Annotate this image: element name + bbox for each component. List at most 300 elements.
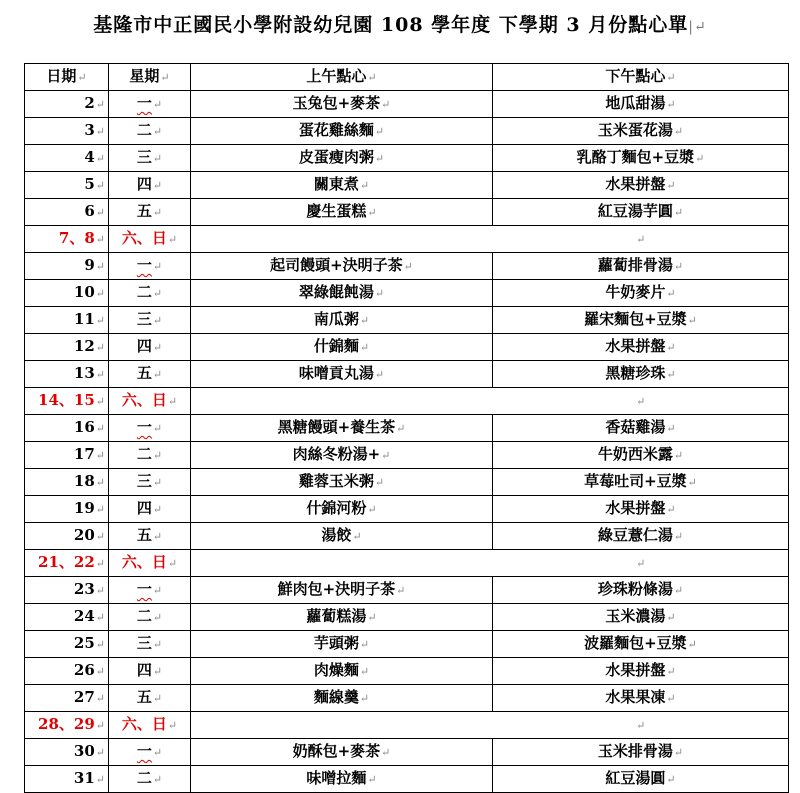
cell-am: [191, 334, 493, 361]
cell-end-mark: ↵: [381, 449, 391, 462]
date-text: 19: [73, 499, 95, 517]
cell-date: [25, 145, 109, 172]
cell-weekday: [109, 604, 191, 631]
cell-end-mark: ↵: [359, 665, 370, 678]
cell-date: [25, 469, 109, 496]
cell-end-mark: ↵: [666, 692, 676, 705]
cell-weekday: [109, 226, 191, 253]
date-text: 20: [73, 526, 95, 544]
table-row: [25, 523, 789, 550]
cell-weekday: [109, 496, 191, 523]
pm-text: 玉米排骨湯: [597, 742, 673, 760]
cell-date: [25, 523, 109, 550]
cell-end-mark: ↵: [636, 233, 646, 246]
cell-end-mark: ↵: [152, 692, 163, 705]
cell-end-mark: ↵: [95, 206, 105, 219]
cell-end-mark: ↵: [666, 422, 676, 435]
paragraph-mark-icon: |↵: [688, 19, 707, 35]
pm-text: 牛奶西米露: [597, 445, 673, 463]
header-row: [25, 64, 789, 91]
cell-pm: [493, 145, 789, 172]
pm-text: 玉米蛋花湯: [597, 121, 673, 139]
cell-end-mark: ↵: [152, 611, 163, 624]
cell-date: [25, 172, 109, 199]
am-text: 玉兔包+麥茶: [292, 94, 381, 112]
pm-text: 珍珠粉條湯: [597, 580, 673, 598]
cell-pm: [493, 658, 789, 685]
am-text: 黑糖饅頭+養生茶: [277, 418, 396, 436]
pm-text: 黑糖珍珠: [605, 364, 666, 382]
cell-weekday: [109, 442, 191, 469]
cell-end-mark: ↵: [359, 179, 370, 192]
date-text: 5: [84, 175, 95, 193]
am-text: 關東煮: [313, 175, 359, 193]
cell-weekday: [109, 334, 191, 361]
pm-text: 水果拼盤: [605, 499, 666, 517]
cell-am: [191, 658, 493, 685]
cell-end-mark: ↵: [152, 422, 163, 435]
table-body: [25, 64, 789, 793]
cell-pm: [493, 388, 789, 415]
cell-end-mark: ↵: [666, 341, 676, 354]
date-text: 26: [73, 661, 95, 679]
cell-weekday: [109, 388, 191, 415]
cell-pm: [493, 766, 789, 793]
table-row: [25, 631, 789, 658]
cell-weekday: [109, 199, 191, 226]
header-am-snack: 上午點心↵: [191, 64, 493, 91]
cell-weekday: [109, 739, 191, 766]
table-row: [25, 172, 789, 199]
cell-end-mark: ↵: [687, 638, 697, 651]
cell-weekday: [109, 361, 191, 388]
cell-weekday: [109, 172, 191, 199]
cell-end-mark: ↵: [367, 503, 377, 516]
cell-end-mark: ↵: [359, 692, 370, 705]
cell-am: [191, 253, 493, 280]
cell-am: [191, 307, 493, 334]
cell-pm: [493, 685, 789, 712]
cell-end-mark: ↵: [152, 341, 163, 354]
weekday-text: 三: [136, 472, 152, 490]
table-row: [25, 334, 789, 361]
cell-end-mark: ↵: [95, 260, 105, 273]
cell-end-mark: ↵: [152, 746, 163, 759]
cell-end-mark: ↵: [666, 98, 676, 111]
cell-end-mark: ↵: [673, 746, 684, 759]
cell-date: [25, 334, 109, 361]
cell-end-mark: ↵: [152, 773, 163, 786]
cell-weekday: [109, 145, 191, 172]
cell-end-mark: ↵: [152, 125, 163, 138]
cell-end-mark: ↵: [95, 611, 105, 624]
pm-text: 水果拼盤: [605, 175, 666, 193]
cell-date: [25, 118, 109, 145]
cell-end-mark: ↵: [167, 233, 178, 246]
pm-text: 玉米濃湯: [605, 607, 666, 625]
cell-end-mark: ↵: [374, 476, 385, 489]
cell-date: [25, 280, 109, 307]
weekday-text: 三: [136, 634, 152, 652]
cell-end-mark: ↵: [95, 530, 105, 543]
am-text: 奶酥包+麥茶: [292, 742, 381, 760]
date-text: 12: [73, 337, 95, 355]
cell-end-mark: ↵: [152, 584, 163, 597]
pm-text: 紅豆湯芋圓: [597, 202, 673, 220]
am-text: 肉燥麵: [313, 661, 359, 679]
cell-end-mark: ↵: [152, 314, 163, 327]
date-text: 18: [73, 472, 95, 490]
table-row: [25, 577, 789, 604]
cell-pm: [493, 550, 789, 577]
cell-end-mark: ↵: [396, 422, 406, 435]
pm-text: 羅宋麵包+豆漿: [584, 310, 687, 328]
weekday-text: 五: [136, 526, 152, 544]
table-row: [25, 118, 789, 145]
table-row: [25, 739, 789, 766]
cell-date: [25, 631, 109, 658]
table-row: [25, 685, 789, 712]
page-title: 基隆市中正國民小學附設幼兒園 108 學年度 下學期 3 月份點心單|↵: [93, 14, 707, 36]
cell-end-mark: ↵: [152, 260, 163, 273]
am-text: 什錦麵: [313, 337, 359, 355]
cell-pm: [493, 307, 789, 334]
am-text: 起司饅頭+決明子茶: [270, 256, 403, 274]
cell-pm: [493, 280, 789, 307]
weekday-text: 四: [136, 499, 152, 517]
cell-end-mark: ↵: [152, 206, 163, 219]
cell-end-mark: ↵: [374, 287, 385, 300]
cell-end-mark: ↵: [359, 341, 370, 354]
cell-date: [25, 604, 109, 631]
cell-date: [25, 442, 109, 469]
date-text: 4: [84, 148, 95, 166]
am-text: 味噌拉麵: [306, 769, 367, 787]
cell-am: [191, 280, 493, 307]
header-weekday: 星期↵: [109, 64, 191, 91]
cell-weekday: [109, 523, 191, 550]
table-row: [25, 91, 789, 118]
table-row: [25, 658, 789, 685]
cell-end-mark: ↵: [636, 557, 646, 570]
cell-date: [25, 253, 109, 280]
cell-end-mark: ↵: [367, 206, 377, 219]
cell-end-mark: ↵: [687, 314, 697, 327]
cell-date: [25, 226, 109, 253]
cell-end-mark: ↵: [359, 314, 370, 327]
cell-am: [191, 550, 493, 577]
cell-date: [25, 658, 109, 685]
cell-end-mark: ↵: [695, 152, 705, 165]
am-text: 皮蛋瘦肉粥: [298, 148, 374, 166]
cell-end-mark: ↵: [95, 719, 105, 732]
weekday-text: 五: [136, 688, 152, 706]
cell-am: [191, 766, 493, 793]
cell-end-mark: ↵: [666, 368, 676, 381]
am-text: 雞蓉玉米粥: [298, 472, 374, 490]
cell-end-mark: ↵: [359, 638, 370, 651]
snack-menu-table: [24, 63, 789, 793]
date-text: 31: [73, 769, 95, 787]
am-text: 南瓜粥: [313, 310, 359, 328]
cell-am: [191, 361, 493, 388]
weekday-text: 三: [136, 148, 152, 166]
cell-weekday: [109, 415, 191, 442]
weekday-text: 二: [136, 769, 152, 787]
cell-pm: [493, 604, 789, 631]
pm-text: 紅豆湯圓: [605, 769, 666, 787]
cell-end-mark: ↵: [95, 503, 105, 516]
date-text: 24: [73, 607, 95, 625]
date-text: 30: [73, 742, 95, 760]
weekday-text: 四: [136, 337, 152, 355]
cell-pm: [493, 199, 789, 226]
cell-am: [191, 226, 493, 253]
cell-date: [25, 307, 109, 334]
pm-text: 牛奶麥片: [605, 283, 666, 301]
cell-end-mark: ↵: [374, 368, 385, 381]
date-text: 17: [73, 445, 95, 463]
date-text: 23: [73, 580, 95, 598]
weekday-text: 六、日: [121, 553, 167, 571]
cell-date: [25, 550, 109, 577]
weekday-text: 四: [136, 661, 152, 679]
cell-end-mark: ↵: [152, 98, 163, 111]
cell-end-mark: ↵: [636, 719, 646, 732]
cell-end-mark: ↵: [152, 287, 163, 300]
am-text: 味噌貢丸湯: [298, 364, 374, 382]
cell-am: [191, 199, 493, 226]
cell-end-mark: ↵: [95, 422, 105, 435]
cell-pm: [493, 631, 789, 658]
date-text: 2: [84, 94, 95, 112]
table-row: [25, 604, 789, 631]
weekday-text: 六、日: [121, 715, 167, 733]
cell-end-mark: ↵: [673, 449, 684, 462]
table-row: [25, 280, 789, 307]
cell-end-mark: ↵: [666, 287, 676, 300]
cell-end-mark: ↵: [167, 395, 178, 408]
cell-weekday: [109, 631, 191, 658]
table-row: [25, 766, 789, 793]
cell-pm: [493, 361, 789, 388]
cell-pm: [493, 577, 789, 604]
date-text: 6: [84, 202, 95, 220]
cell-end-mark: ↵: [167, 719, 178, 732]
cell-end-mark: ↵: [381, 98, 391, 111]
am-text: 蛋花雞絲麵: [298, 121, 374, 139]
cell-date: [25, 415, 109, 442]
cell-end-mark: ↵: [95, 692, 105, 705]
cell-weekday: [109, 280, 191, 307]
cell-date: [25, 496, 109, 523]
date-text: 14、15: [38, 391, 95, 409]
am-text: 翠綠餛飩湯: [298, 283, 374, 301]
cell-end-mark: ↵: [95, 584, 105, 597]
cell-end-mark: ↵: [152, 179, 163, 192]
cell-am: [191, 577, 493, 604]
cell-pm: [493, 226, 789, 253]
cell-am: [191, 523, 493, 550]
cell-end-mark: ↵: [95, 557, 105, 570]
cell-end-mark: ↵: [95, 449, 105, 462]
cell-pm: [493, 334, 789, 361]
cell-pm: [493, 253, 789, 280]
cell-pm: [493, 172, 789, 199]
weekday-text: 六、日: [121, 229, 167, 247]
table-row: [25, 415, 789, 442]
date-text: 3: [84, 121, 95, 139]
cell-date: [25, 91, 109, 118]
cell-end-mark: ↵: [152, 503, 163, 516]
cell-am: [191, 91, 493, 118]
weekend-row: [25, 712, 789, 739]
weekday-text: 四: [136, 175, 152, 193]
cell-pm: [493, 415, 789, 442]
date-text: 9: [84, 256, 95, 274]
cell-pm: [493, 739, 789, 766]
cell-end-mark: ↵: [152, 530, 163, 543]
weekend-row: [25, 388, 789, 415]
cell-weekday: [109, 577, 191, 604]
pm-text: 香菇雞湯: [605, 418, 666, 436]
am-text: 麵線羹: [313, 688, 359, 706]
table-row: [25, 199, 789, 226]
cell-end-mark: ↵: [95, 287, 105, 300]
cell-end-mark: ↵: [403, 260, 413, 273]
cell-end-mark: ↵: [374, 152, 385, 165]
cell-pm: [493, 91, 789, 118]
cell-am: [191, 172, 493, 199]
date-text: 28、29: [38, 715, 95, 733]
date-text: 13: [73, 364, 95, 382]
cell-end-mark: ↵: [374, 125, 385, 138]
weekday-text: 五: [136, 364, 152, 382]
weekday-text: 五: [136, 202, 152, 220]
cell-am: [191, 604, 493, 631]
weekend-row: [25, 550, 789, 577]
cell-weekday: [109, 253, 191, 280]
weekday-text: 二: [136, 283, 152, 301]
am-text: 什錦河粉: [306, 499, 367, 517]
date-text: 25: [73, 634, 95, 652]
cell-end-mark: ↵: [381, 746, 391, 759]
cell-end-mark: ↵: [95, 314, 105, 327]
cell-end-mark: ↵: [673, 584, 684, 597]
table-row: [25, 253, 789, 280]
cell-end-mark: ↵: [152, 152, 163, 165]
cell-am: [191, 388, 493, 415]
date-text: 27: [73, 688, 95, 706]
cell-end-mark: ↵: [673, 125, 684, 138]
cell-am: [191, 415, 493, 442]
cell-end-mark: ↵: [95, 152, 105, 165]
cell-end-mark: ↵: [673, 260, 684, 273]
pm-text: 乳酪丁麵包+豆漿: [576, 148, 695, 166]
weekday-text: 二: [136, 607, 152, 625]
cell-pm: [493, 469, 789, 496]
am-text: 肉絲冬粉湯+: [292, 445, 381, 463]
cell-end-mark: ↵: [95, 233, 105, 246]
pm-text: 水果拼盤: [605, 337, 666, 355]
cell-end-mark: ↵: [152, 476, 163, 489]
cell-end-mark: ↵: [367, 773, 377, 786]
cell-am: [191, 712, 493, 739]
weekend-row: [25, 226, 789, 253]
weekday-text: 六、日: [121, 391, 167, 409]
date-text: 7、8: [58, 229, 95, 247]
cell-end-mark: ↵: [152, 368, 163, 381]
cell-end-mark: ↵: [673, 530, 684, 543]
cell-weekday: [109, 118, 191, 145]
cell-weekday: [109, 712, 191, 739]
table-row: [25, 307, 789, 334]
pm-text: 波羅麵包+豆漿: [584, 634, 687, 652]
weekday-text: 一: [136, 742, 152, 760]
cell-end-mark: ↵: [367, 611, 377, 624]
cell-end-mark: ↵: [666, 503, 676, 516]
pm-text: 草莓吐司+豆漿: [584, 472, 687, 490]
cell-date: [25, 199, 109, 226]
weekday-text: 二: [136, 445, 152, 463]
cell-am: [191, 496, 493, 523]
cell-end-mark: ↵: [673, 206, 684, 219]
date-text: 21、22: [38, 553, 95, 571]
pm-text: 水果果凍: [605, 688, 666, 706]
cell-am: [191, 118, 493, 145]
cell-date: [25, 766, 109, 793]
header-pm-snack: 下午點心↵: [493, 64, 789, 91]
weekday-text: 三: [136, 310, 152, 328]
cell-end-mark: ↵: [95, 746, 105, 759]
cell-am: [191, 145, 493, 172]
cell-weekday: [109, 550, 191, 577]
cell-weekday: [109, 658, 191, 685]
am-text: 慶生蛋糕: [306, 202, 367, 220]
cell-weekday: [109, 307, 191, 334]
table-row: [25, 361, 789, 388]
pm-text: 綠豆薏仁湯: [597, 526, 673, 544]
am-text: 芋頭粥: [313, 634, 359, 652]
cell-end-mark: ↵: [95, 773, 105, 786]
cell-weekday: [109, 91, 191, 118]
cell-date: [25, 577, 109, 604]
cell-end-mark: ↵: [352, 530, 362, 543]
cell-end-mark: ↵: [95, 638, 105, 651]
cell-end-mark: ↵: [666, 665, 676, 678]
cell-date: [25, 739, 109, 766]
cell-end-mark: ↵: [636, 395, 646, 408]
am-text: 鮮肉包+決明子茶: [277, 580, 396, 598]
cell-pm: [493, 442, 789, 469]
cell-end-mark: ↵: [396, 584, 406, 597]
cell-weekday: [109, 766, 191, 793]
cell-end-mark: ↵: [666, 611, 676, 624]
cell-end-mark: ↵: [95, 368, 105, 381]
cell-end-mark: ↵: [152, 665, 163, 678]
cell-date: [25, 388, 109, 415]
cell-end-mark: ↵: [95, 665, 105, 678]
cell-end-mark: ↵: [95, 98, 105, 111]
table-row: [25, 469, 789, 496]
cell-end-mark: ↵: [95, 395, 105, 408]
weekday-text: 一: [136, 256, 152, 274]
cell-end-mark: ↵: [687, 476, 697, 489]
pm-text: 蘿蔔排骨湯: [597, 256, 673, 274]
date-text: 16: [73, 418, 95, 436]
cell-end-mark: ↵: [95, 476, 105, 489]
cell-am: [191, 442, 493, 469]
